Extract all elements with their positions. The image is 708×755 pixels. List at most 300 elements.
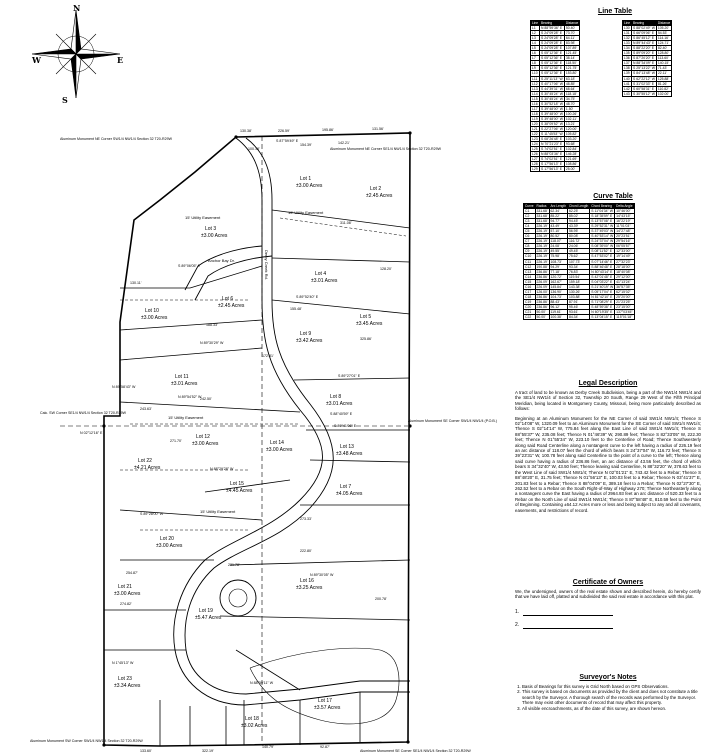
curve-table-row [524, 274, 635, 279]
lot-8-label: Lot 8 [330, 394, 342, 400]
table-cell: L24 [532, 142, 538, 147]
table-cell: 10°46'00" [615, 209, 634, 214]
distance-label: 226.59' [278, 129, 290, 133]
table-cell: L19 [532, 116, 538, 121]
table-cell: C17 [524, 289, 536, 294]
distance-label: 188.33' [206, 323, 218, 327]
table-cell: C4 [524, 224, 536, 229]
table-cell: C20 [524, 304, 536, 309]
line-table-row [623, 26, 672, 31]
table-cell: 19°14'49" [615, 254, 634, 259]
bearing-label: N 89°58'43" W [112, 385, 136, 389]
bearing-label: N 1°45'13" W [112, 661, 134, 665]
table-cell: C2 [524, 214, 536, 219]
table-cell: S 48°59'38" E [590, 304, 615, 309]
table-cell: S 86°45'12" E [632, 36, 657, 41]
table-cell: 38.14' [564, 56, 579, 61]
table-cell: C8 [524, 244, 536, 249]
table-cell: L26 [532, 152, 538, 157]
table-cell: L25 [532, 147, 538, 152]
table-cell: 116.72' [567, 239, 589, 244]
monument-label: Aluminum Monument SW Corner SW1/4 NW1/4 Section 32 T20-R29W [30, 739, 143, 743]
table-cell: S 66°09'06" E [632, 31, 657, 36]
table-cell: 124.71' [656, 41, 671, 46]
table-cell: 93.34' [567, 264, 589, 269]
table-cell: 105.20' [656, 26, 671, 31]
table-cell: 50.40' [564, 26, 579, 31]
surveyor-notes-list [515, 684, 701, 711]
table-cell: S 42°01'48" E [590, 274, 615, 279]
table-cell: 22.11' [656, 71, 671, 76]
table-cell: L37 [624, 61, 630, 66]
table-cell: 94.77' [549, 219, 567, 224]
line-table-row [531, 111, 580, 116]
line-table-row [531, 101, 580, 106]
line-table-row [623, 81, 672, 86]
table-cell: S 05°12'36" E [540, 61, 565, 66]
table-cell: S 44°39'31" W [541, 86, 563, 91]
table-cell: 226.19' [536, 249, 548, 254]
table-cell: N 88°34'09" E [632, 61, 657, 66]
bearing-label: S 87°59'49" E [276, 139, 299, 143]
table-cell: N 70°21'23" E [540, 142, 565, 147]
table-cell: 236.86' [536, 294, 548, 299]
table-cell: 136.90' [549, 289, 567, 294]
monument-label: Aluminum Monument NE Corner SW1/4 NW1/4 Section 32 T20-R29W [60, 137, 172, 141]
table-cell: 1.50' [564, 106, 579, 111]
lot-3-label: Lot 3 [205, 226, 217, 232]
line-table-row [531, 91, 580, 96]
distance-label: 274.82' [120, 602, 132, 606]
table-cell: S 39°48'00" W [541, 111, 563, 116]
curve-table [523, 203, 635, 320]
table-cell: 80.52' [549, 234, 567, 239]
table-cell: L43 [624, 91, 630, 96]
certificate-title: Certificate of Owners [572, 579, 644, 586]
distance-label: 154.39' [300, 143, 312, 147]
table-cell: C16 [524, 284, 536, 289]
distance-label: 254.87' [126, 571, 138, 575]
table-cell: 12°33'00" [615, 249, 634, 254]
table-cell: L32 [624, 36, 630, 41]
table-cell: 94.29' [549, 264, 567, 269]
distance-label: 140.79' [262, 745, 274, 749]
table-cell: 50.00' [535, 315, 549, 320]
table-cell: S 24°09'28" E [540, 41, 565, 46]
table-cell: 145.84' [549, 284, 567, 289]
table-cell: S 11°45'53" W [541, 132, 563, 137]
lot-3-area: ±3.00 Acres [201, 233, 228, 239]
table-cell: C21 [524, 309, 536, 314]
bearing-label: N 88°29'28" W [210, 467, 234, 471]
table-cell: 21°23'25" [615, 299, 634, 304]
owner-signature-number-2: 2. [515, 621, 520, 628]
table-cell: 20°23'51" [615, 234, 634, 239]
table-cell: 226.09' [536, 279, 548, 284]
table-cell: S 30°45'24" W [541, 96, 563, 101]
table-cell: S 18°35'59" E [590, 214, 615, 219]
table-cell: L39 [624, 71, 630, 76]
lot-14-label: Lot 14 [270, 440, 284, 446]
column-header: Chord Length [568, 204, 589, 208]
monument-label: Aluminum Monument SE Corner SW1/4 NW1/4 (P.O.B.) [408, 419, 498, 423]
curve-table-row [524, 315, 635, 320]
surveyor-note: 3. All visible encroachments, as of the date of this survey, are shown hereon. [522, 706, 701, 711]
table-cell: C15 [524, 279, 536, 284]
table-cell: 11°01'03" [615, 224, 634, 229]
table-cell: C10 [524, 254, 536, 259]
column-header: Line [624, 21, 631, 25]
monument-marker [102, 743, 105, 746]
curve-table-title: Curve Table [593, 193, 633, 200]
table-cell: 114.16' [656, 36, 671, 41]
lot-11-label: Lot 11 [175, 374, 189, 380]
lot-15-area: ±4.45 Acres [226, 488, 253, 494]
table-cell: L30 [624, 26, 630, 31]
table-cell: S 84°13'48" W [633, 71, 655, 76]
lot-16-area: ±3.25 Acres [296, 585, 323, 591]
table-cell: 14°43'15" [615, 214, 634, 219]
table-cell: 43.39' [567, 224, 589, 229]
compass-west: W [32, 55, 41, 65]
table-cell: 146.28' [564, 152, 579, 157]
table-cell: 76.83' [567, 269, 589, 274]
table-cell: 130.26' [567, 289, 589, 294]
table-cell: L4 [531, 41, 540, 46]
table-cell: 107.73' [567, 259, 589, 264]
table-cell: 82.40' [656, 46, 671, 51]
legal-description-title: Legal Description [578, 380, 638, 387]
table-cell: 84.34' [567, 315, 589, 320]
table-cell: L2 [531, 31, 540, 36]
line-table-panel [530, 8, 700, 172]
table-cell: 105.82' [564, 132, 579, 137]
column-header: Arc Length [550, 204, 566, 208]
table-cell: L41 [624, 81, 630, 86]
table-cell: 23°15'00" [615, 304, 634, 309]
table-cell: 14°27'48" [615, 229, 634, 234]
line-table-left [530, 20, 580, 172]
lot-7-label: Lot 7 [340, 484, 352, 490]
table-cell: 85.02' [567, 214, 589, 219]
table-cell: S 71°08'29" E [590, 299, 615, 304]
road-anchor-bay [185, 246, 272, 300]
lot-22-label: Lot 22 [138, 458, 152, 464]
lot-5-label: Lot 5 [360, 314, 372, 320]
lot-8-area: ±3.01 Acres [326, 401, 353, 407]
column-header: Curve [525, 204, 534, 208]
lot-17-area: ±3.57 Acres [314, 705, 341, 711]
line-table-row [623, 36, 672, 41]
table-cell: 68.64' [564, 86, 579, 91]
table-cell: 29°12'00" [615, 274, 634, 279]
table-cell: L14 [532, 91, 538, 96]
table-cell: S 39°48'00" W [541, 116, 563, 121]
table-cell: C3 [524, 219, 536, 224]
lot-21-area: ±3.00 Acres [114, 591, 141, 597]
lot-2-area: ±2.45 Acres [366, 193, 393, 199]
table-cell: 226.19' [536, 234, 548, 239]
table-cell: 18°40'08" [615, 269, 634, 274]
table-cell: S 05°12'36" E [540, 56, 565, 61]
table-cell: C18 [524, 294, 536, 299]
line-table-row [531, 147, 580, 152]
bearing-label: S 89°52'40" E [296, 295, 319, 299]
table-cell: C13 [524, 269, 536, 274]
table-cell: 236.86' [536, 274, 548, 279]
table-cell: L42 [624, 86, 630, 91]
lot-13-area: ±3.48 Acres [336, 451, 363, 457]
table-cell: C11 [524, 259, 536, 264]
curve-table-row [524, 294, 635, 299]
section-line [60, 136, 408, 745]
column-header: Distance [657, 21, 671, 25]
table-cell: 63.18' [564, 76, 579, 81]
distance-label: 271.70' [170, 439, 182, 443]
table-cell: S 30°55'12" W [633, 91, 655, 96]
table-cell: S 60°58'31" E [632, 86, 657, 91]
table-cell: L27 [532, 157, 538, 162]
table-cell: 120.72' [549, 274, 567, 279]
table-cell: 71.43' [656, 66, 671, 71]
distance-label: 322.19' [202, 749, 214, 753]
table-cell: C7 [524, 239, 536, 244]
table-cell: C9 [524, 249, 536, 254]
table-cell: 85.22' [549, 214, 567, 219]
table-cell: S 37°49'03" W [591, 229, 614, 234]
table-cell: 118.50' [564, 61, 579, 66]
table-cell: L18 [532, 111, 538, 116]
table-cell: S 05°12'36" E [540, 51, 565, 56]
distance-label: 128.20' [380, 267, 392, 271]
table-cell: L3 [531, 36, 540, 41]
table-cell: S 25°11'13" W [541, 76, 563, 81]
table-cell: 36°57'35" [615, 284, 634, 289]
lot-20-label: Lot 20 [160, 536, 174, 542]
table-cell: 125.88' [656, 76, 671, 81]
table-cell: L34 [624, 46, 630, 51]
lot-4-area: ±3.01 Acres [311, 278, 338, 284]
table-cell: S 30°45'24" W [541, 91, 563, 96]
distance-label: 222.80' [300, 549, 312, 553]
curve-table-row [524, 259, 635, 264]
certificate-text: We, the undersigned, owners of the real estate shown and described herein, do hereby certify that we have laid off, platted and subdivided the said real estate in accordance with this plat. [515, 589, 701, 600]
line-table-right [622, 20, 672, 97]
table-cell: L38 [624, 66, 630, 71]
lot-6-label: Lot 6 [222, 296, 234, 302]
distance-label: 100.18' [248, 147, 260, 151]
certificate-owners-panel [515, 579, 701, 632]
easement-label: 15' Utility Easement [288, 210, 324, 215]
table-cell: 236.86' [536, 299, 548, 304]
line-table-row [531, 121, 580, 126]
table-cell: S 17°56'13" E [540, 167, 565, 172]
line-table-row [623, 86, 672, 91]
table-cell: 56.95' [567, 229, 589, 234]
table-cell: L13 [532, 86, 538, 91]
lot-2-label: Lot 2 [370, 186, 382, 192]
table-cell: L11 [531, 76, 540, 81]
table-cell: 120.00' [564, 126, 579, 131]
table-cell: L29 [532, 167, 538, 172]
bearing-label: S 89°06'05" E [178, 264, 201, 268]
table-cell: 118.07' [549, 239, 567, 244]
curve-table-row [524, 279, 635, 284]
table-cell: 64.11' [564, 36, 579, 41]
table-cell: S 24°37'04" W [591, 239, 614, 244]
table-cell: 226.19' [536, 229, 548, 234]
cul-de-sac [220, 580, 256, 616]
distance-label: 200.78' [375, 597, 387, 601]
table-cell: 236.86' [536, 304, 548, 309]
table-cell: 57.10' [549, 229, 567, 234]
table-cell: 236.86' [536, 269, 548, 274]
table-cell: S 74°02'51" E [540, 147, 565, 152]
bearing-label: N 88°59'11" W [250, 681, 274, 685]
distance-label: 273.33' [300, 517, 312, 521]
line-table-row [531, 142, 580, 147]
table-cell: 100.38' [549, 315, 567, 320]
table-cell: 110.82' [656, 86, 671, 91]
surveyor-notes-panel [515, 674, 701, 711]
distance-label: 172.81' [262, 354, 274, 358]
table-cell: 96.12' [549, 304, 567, 309]
table-cell: 115°01'18" [616, 315, 633, 320]
table-cell: 190.88' [536, 264, 548, 269]
table-cell: 25.00' [564, 167, 579, 172]
lot-10-label: Lot 10 [145, 308, 159, 314]
table-cell: S 88°22'20" E [632, 46, 657, 51]
bearing-label: S 88°40'59" E [330, 412, 353, 416]
monument-marker [102, 424, 105, 427]
table-cell: N 89°44'43" E [632, 41, 657, 46]
compass-south: S [62, 95, 68, 105]
table-cell: S 08°11'52" E [590, 249, 615, 254]
table-cell: 48.70' [564, 101, 579, 106]
table-cell: S 88°46'48" E [590, 264, 615, 269]
table-cell: 331.68' [536, 209, 548, 214]
table-cell: S 24°09'28" E [540, 36, 565, 41]
table-cell: 28°18'00" [615, 264, 634, 269]
line-table-row [531, 167, 580, 172]
distance-label: 131.56' [372, 127, 384, 131]
table-cell: 226.19' [536, 239, 548, 244]
column-header: Line [532, 21, 539, 25]
table-cell: 113.60' [656, 56, 671, 61]
table-cell: S 11°04'34" W [591, 209, 613, 214]
table-cell: 119.61' [549, 309, 567, 314]
table-cell: S 89°09'20" E [632, 51, 657, 56]
curve-table-row [524, 284, 635, 289]
table-cell: L28 [532, 162, 538, 167]
curve-table-row [524, 289, 635, 294]
lot-5-area: ±3.45 Acres [356, 321, 383, 327]
lot-18-label: Lot 18 [245, 716, 259, 722]
table-cell: L7 [531, 56, 540, 61]
lot-16-label: Lot 16 [300, 578, 314, 584]
table-cell: 102.00' [656, 91, 671, 96]
table-cell: S 39°48'00" W [541, 106, 563, 111]
column-header: Delta Angle [616, 204, 633, 208]
table-cell: N 88°59'36" E [540, 26, 565, 31]
table-cell: 80.08' [567, 234, 589, 239]
distance-label: 130.38' [240, 129, 252, 133]
bearing-label: S 89°28'00" W [140, 512, 164, 516]
lot-9-label: Lot 9 [300, 331, 312, 337]
table-cell: 121.75' [564, 66, 579, 71]
compass-east: E [117, 55, 124, 65]
line-table-row [531, 137, 580, 142]
table-cell: S 25°13'22" W [633, 66, 655, 71]
table-cell: 94.45' [567, 219, 589, 224]
lot-7-area: ±4.05 Acres [336, 491, 363, 497]
line-table-row [531, 126, 580, 131]
utility-easement-lines [120, 218, 406, 530]
table-cell: 104.73' [549, 294, 567, 299]
table-cell: S 17°56'13" E [540, 162, 565, 167]
lot-6-area: ±2.45 Acres [218, 303, 245, 309]
table-cell: S 05°12'36" E [540, 66, 565, 71]
lot-19-label: Lot 19 [199, 608, 213, 614]
bearing-label: N 89°54'52" W [178, 395, 202, 399]
line-table-row [623, 76, 672, 81]
table-cell: 119.54' [567, 274, 589, 279]
table-cell: 118.18' [564, 91, 579, 96]
legal-description-intro: A tract of land to be known as Derby Creek Subdivision, being a part of the NW1/4 NW1/4 and the SE1/4 NW1/4 of Section 32, Township 20 South, Range 29 West of the Fifth Principal Meridian, being located in Montgomery County, Missouri, being more particularly described as follows: [515, 390, 701, 412]
table-cell: L36 [624, 56, 630, 61]
distance-label: 142.21' [338, 141, 350, 145]
table-cell: L40 [624, 76, 630, 81]
table-cell: L23 [532, 137, 538, 142]
table-cell: 25°20'00" [615, 294, 634, 299]
surveyor-note: 2. This survey is based on documents as provided by the client and does not constitute a title search by the Surveyor. A thorough search of the records was performed by the Surveyor. There may exist other documents of record that may affect this property. [522, 689, 701, 705]
lot-10-area: ±3.00 Acres [141, 315, 168, 321]
distance-label: 133.60' [140, 749, 152, 753]
table-cell: L1 [531, 26, 540, 31]
table-cell: S 05°17'04" E [590, 289, 615, 294]
monument-label: Aluminum Monument SE Corner SE1/4 NW1/4 Section 32 T20-R29W [360, 749, 471, 753]
table-cell: 121.69' [564, 157, 579, 162]
table-cell: 143.38' [567, 284, 589, 289]
table-cell: 108.73' [549, 259, 567, 264]
monument-label: Calc. SW Corner SE1/4 NW1/4 Section 32 T20-R29W [40, 411, 127, 415]
line-table-row [531, 86, 580, 91]
table-cell: 49.45' [567, 249, 589, 254]
distance-label: 325.86' [360, 337, 372, 341]
table-cell: 100.26' [564, 111, 579, 116]
table-cell: S 31°02'33" E [632, 81, 657, 86]
table-cell: 331.68' [536, 219, 548, 224]
table-cell: S 87°20'20" E [632, 56, 657, 61]
table-cell: 103.20' [564, 137, 579, 142]
table-cell: 48.85' [564, 81, 579, 86]
table-cell: 121.45' [564, 51, 579, 56]
lot-15-label: Lot 15 [230, 481, 244, 487]
table-cell: 226.19' [536, 259, 548, 264]
table-cell: 62.34' [549, 209, 567, 214]
lot-19-area: ±5.47 Acres [195, 615, 222, 621]
table-cell: S 47°53'02" E [590, 254, 615, 259]
line-table-row [531, 116, 580, 121]
table-cell: 331.68' [536, 214, 548, 219]
lot-12-area: ±3.00 Acres [192, 441, 219, 447]
road-derby-creek-edge [185, 138, 410, 694]
table-cell: 27°32'23" [615, 259, 634, 264]
table-cell: 93.61' [567, 309, 589, 314]
easement-label: 15' Utility Easement [200, 509, 236, 514]
table-cell: 06°05'57" [615, 244, 634, 249]
cul-de-sac-inner [229, 589, 247, 607]
